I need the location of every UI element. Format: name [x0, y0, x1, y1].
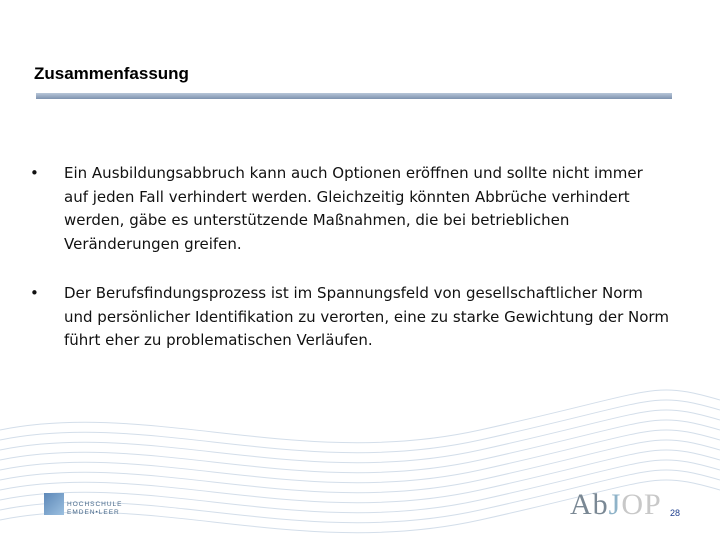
title-underline [36, 93, 672, 99]
logo-part-j: J [608, 488, 622, 521]
bullet-marker: • [30, 164, 39, 182]
logo-line-1: HOCHSCHULE [67, 501, 123, 508]
page-number: 28 [670, 508, 681, 518]
bullet-text: Der Berufsfindungsprozess ist im Spannungsfeld von gesellschaftlicher Norm und persönlicher Identifikation zu verorten, eine zu starke Gewichtung der Norm führt eher zu problematischen Verläufen. [64, 284, 669, 349]
logo-part-op: OP [621, 488, 662, 521]
hochschule-logo [44, 490, 144, 520]
bullet-item [30, 162, 670, 256]
hochschule-crest-icon [44, 493, 64, 515]
bullet-item [30, 282, 670, 353]
hochschule-logo-text [67, 501, 123, 517]
abjop-logo [570, 488, 662, 522]
logo-line-2: EMDEN•LEER [67, 509, 120, 516]
logo-part-ab: Ab [570, 488, 609, 521]
slide-title: Zusammenfassung [34, 64, 189, 83]
bullet-text: Ein Ausbildungsabbruch kann auch Optionen eröffnen und sollte nicht immer auf jeden Fall verhindert werden. Gleichzeitig könnten Abbrüche verhindert werden, gäbe es unterstützende Maßnahmen, die bei betrieblichen Veränderungen greifen. [64, 164, 643, 253]
bullet-marker: • [30, 284, 39, 302]
bullet-list [30, 162, 670, 379]
